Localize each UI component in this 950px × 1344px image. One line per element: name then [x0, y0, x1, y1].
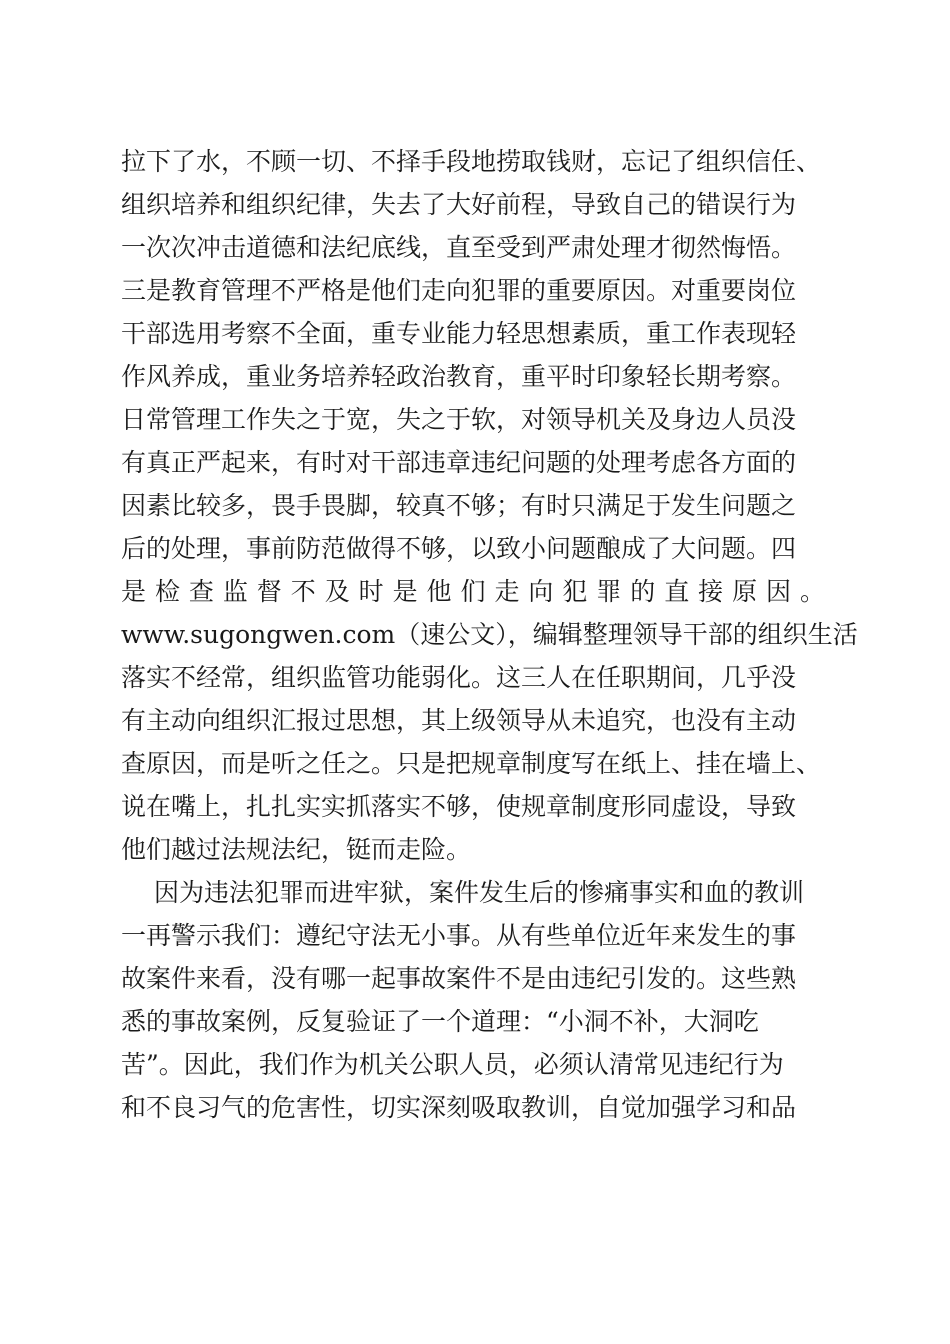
text-line: 作风养成，重业务培养轻政治教育，重平时印象轻长期考察。: [121, 362, 797, 391]
paragraph-2: [121, 871, 841, 1129]
text-line: 说在嘴上，扎扎实实抓落实不够，使规章制度形同虚设，导致: [121, 792, 797, 821]
text-line: 他们越过法规法纪，铤而走险。: [121, 835, 472, 864]
text-line: 一再警示我们：遵纪守法无小事。从有些单位近年来发生的事: [121, 921, 797, 950]
text-line: 拉下了水，不顾一切、不择手段地捞取钱财，忘记了组织信任、: [121, 147, 822, 176]
text-line: 和不良习气的危害性，切实深刻吸取教训，自觉加强学习和品: [121, 1093, 797, 1122]
paragraph-1: [121, 140, 858, 871]
text-line: 查原因，而是听之任之。只是把规章制度写在纸上、挂在墙上、: [121, 749, 822, 778]
text-line: 三是教育管理不严格是他们走向犯罪的重要原因。对重要岗位: [121, 276, 797, 305]
text-line: 落实不经常，组织监管功能弱化。这三人在任职期间，几乎没: [121, 663, 797, 692]
text-line: www.sugongwen.com（速公文），编辑整理领导干部的组织生活: [121, 620, 858, 649]
text-line: 是检查监督不及时是他们走向犯罪的直接原因。: [121, 577, 825, 606]
text-line: 日常管理工作失之于宽，失之于软，对领导机关及身边人员没: [121, 405, 797, 434]
text-line: 组织培养和组织纪律，失去了大好前程，导致自己的错误行为: [121, 190, 797, 219]
text-line: 后的处理，事前防范做得不够，以致小问题酿成了大问题。四: [121, 534, 797, 563]
body-text: [121, 140, 858, 1129]
text-line: 悉的事故案例，反复验证了一个道理：“小洞不补，大洞吃: [121, 1007, 759, 1036]
text-line: 故案件来看，没有哪一起事故案件不是由违纪引发的。这些熟: [121, 964, 797, 993]
text-line: 因为违法犯罪而进牢狱，案件发生后的惨痛事实和血的教训: [154, 878, 805, 907]
text-line: 有主动向组织汇报过思想，其上级领导从未追究，也没有主动: [121, 706, 797, 735]
text-line: 一次次冲击道德和法纪底线，直至受到严肃处理才彻然悔悟。: [121, 233, 797, 262]
text-line: 干部选用考察不全面，重专业能力轻思想素质，重工作表现轻: [121, 319, 797, 348]
text-line: 有真正严起来，有时对干部违章违纪问题的处理考虑各方面的: [121, 448, 797, 477]
text-line: 苦”。因此，我们作为机关公职人员，必须认清常见违纪行为: [121, 1050, 784, 1079]
text-line: 因素比较多，畏手畏脚，较真不够；有时只满足于发生问题之: [121, 491, 797, 520]
